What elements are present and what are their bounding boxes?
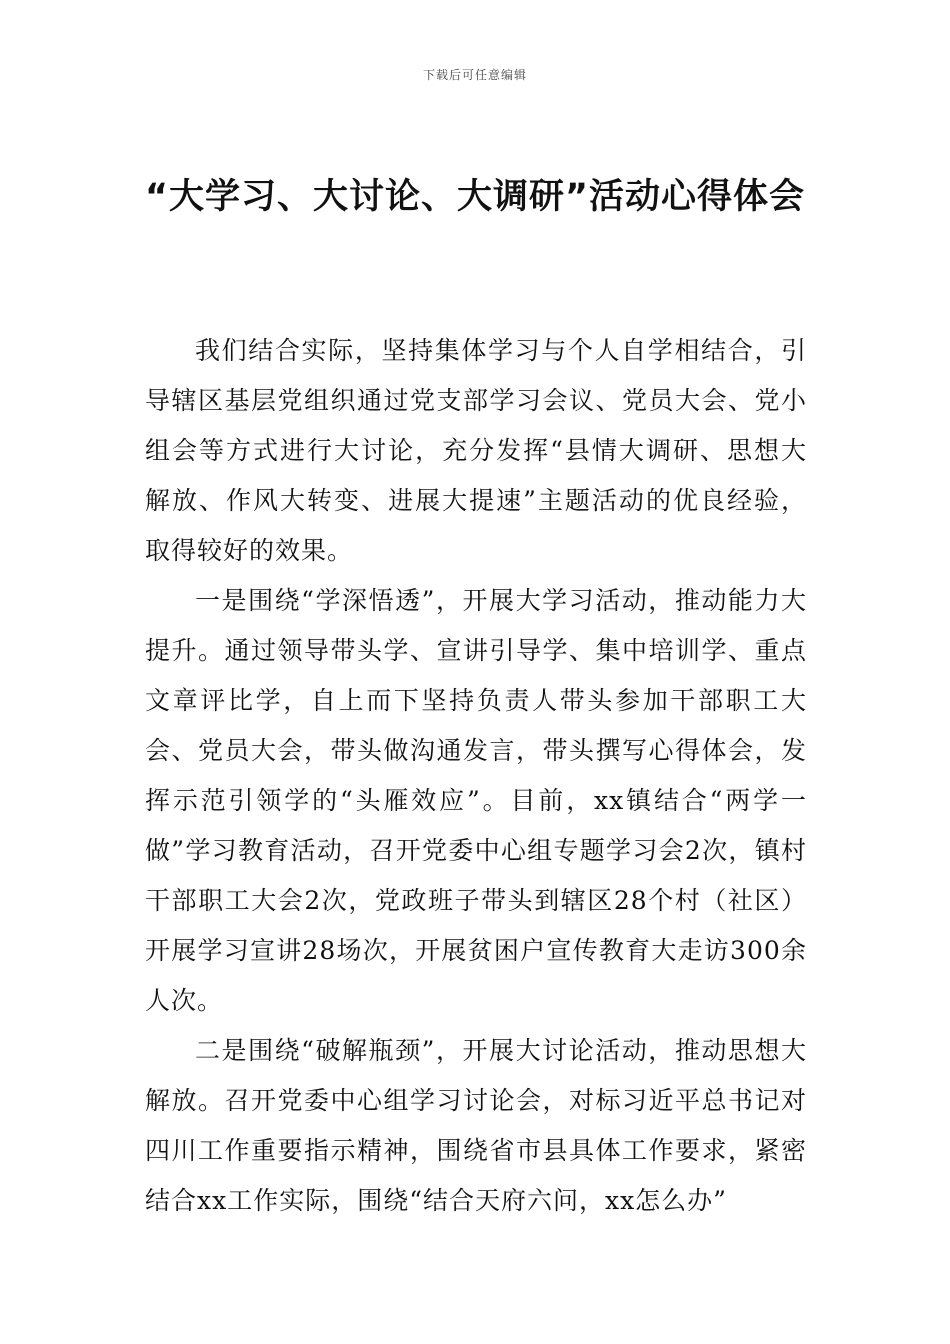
header-note: 下载后可任意编辑 (422, 68, 527, 82)
paragraph-1: 我们结合实际，坚持集体学习与个人自学相结合，引导辖区基层党组织通过党支部学习会议、党员大会、党小组会等方式进行大讨论，充分发挥“县情大调研、思想大解放、作风大转变、进展大提速”主题活动的优良经验，取得较好的效果。 (145, 336, 807, 565)
document-title: “大学习、大讨论、大调研”活动心得体会 (144, 177, 805, 217)
paragraph-2: 一是围绕“学深悟透”，开展大学习活动，推动能力大提升。通过领导带头学、宣讲引导学、集中培训学、重点文章评比学，自上而下坚持负责人带头参加干部职工大会、党员大会，带头做沟通发言，带头撰写心得体会，发挥示范引领学的“头雁效应”。目前，xx镇结合“两学一做”学习教育活动，召开党委中心组专题学习会2次，镇村干部职工大会2次，党政班子带头到辖区28个村（社区）开展学习宣讲28场次，开展贫困户宣传教育大走访300余人次。 (145, 586, 807, 1015)
paragraph-3: 二是围绕“破解瓶颈”，开展大讨论活动，推动思想大解放。召开党委中心组学习讨论会，对标习近平总书记对四川工作重要指示精神，围绕省市县具体工作要求，紧密结合xx工作实际，围绕“结合天府六问，xx怎么办” (145, 1036, 807, 1215)
document-body (145, 326, 807, 1226)
